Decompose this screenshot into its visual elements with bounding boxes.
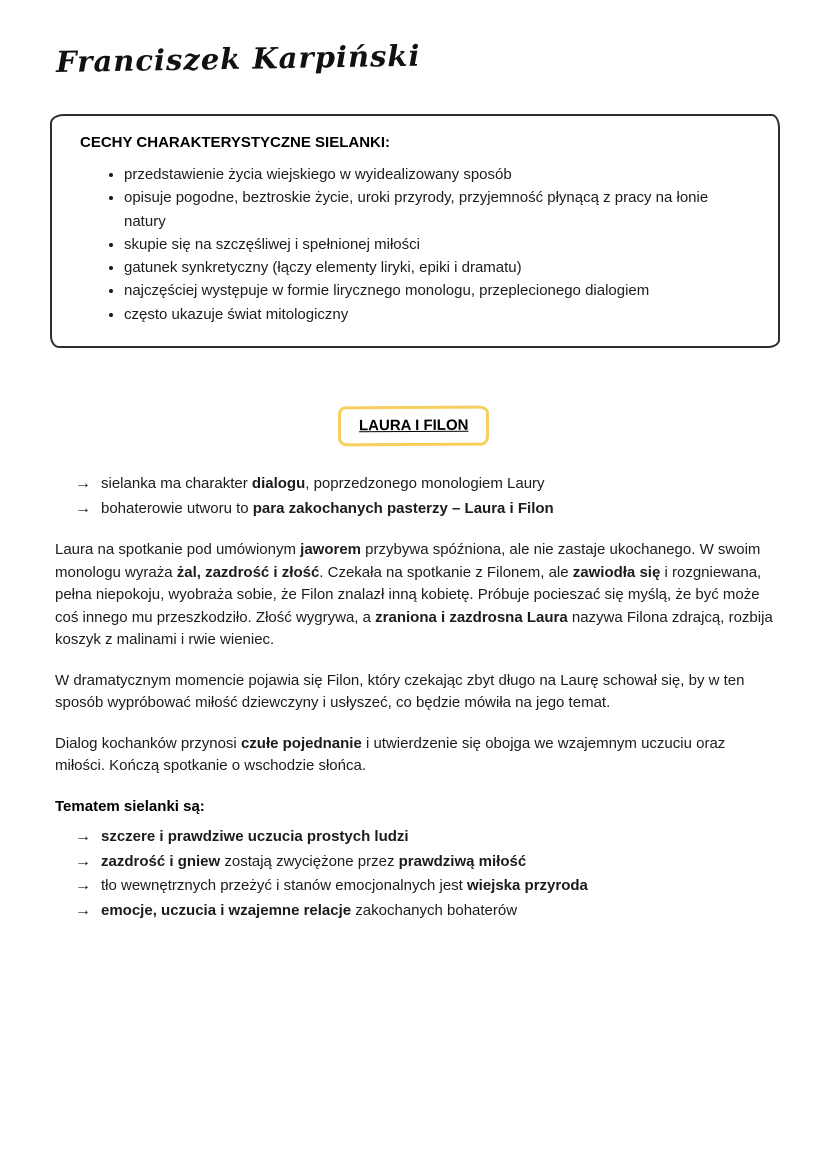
arrow-icon: → <box>75 827 91 845</box>
themes-list <box>75 825 828 924</box>
themes-heading: Tematem sielanki są: <box>55 797 205 815</box>
list-item-text: bohaterowie utworu to para zakochanych pasterzy – Laura i Filon <box>101 499 554 517</box>
author-handwritten-title: Franciszek Karpiński <box>55 38 421 80</box>
arrow-icon: → <box>75 499 91 517</box>
feature-item: • opisuje pogodne, beztroskie życie, uroki przyrody, przyjemność płynącą z pracy na łonie natury <box>124 186 750 233</box>
arrow-icon: → <box>75 852 91 870</box>
list-item-text: emocje, uczucia i wzajemne relacje zakochanych bohaterów <box>101 902 518 920</box>
list-item-text: sielanka ma charakter dialogu, poprzedzonego monologiem Laury <box>101 474 545 492</box>
list-item-text: tło wewnętrznych przeżyć i stanów emocjonalnych jest wiejska przyroda <box>101 877 588 895</box>
list-item <box>75 497 828 522</box>
feature-item: • skupie się na szczęśliwej i spełnionej miłości <box>124 233 750 256</box>
features-list <box>80 163 750 326</box>
section-title-wrap <box>0 406 828 446</box>
arrow-icon: → <box>75 877 91 895</box>
intro-points-list <box>75 472 828 522</box>
list-item <box>75 899 828 924</box>
paragraph: W dramatycznym momencie pojawia się Filon, który czekając zbyt długo na Laurę schował się, by w ten sposób wypróbować miłość dziewczyny i usłyszeć, co będzie mówiła na jego temat. <box>55 671 745 712</box>
list-item-text: zazdrość i gniew zostają zwyciężone przez prawdziwą miłość <box>101 852 527 870</box>
feature-item: • najczęściej występuje w formie lirycznego monologu, przeplecionego dialogiem <box>124 279 750 302</box>
section-title: LAURA I FILON <box>359 416 469 435</box>
paragraph: Laura na spotkanie pod umówionym jaworem przybywa spóźniona, ale nie zastaje ukochanego. W swoim monologu wyraża żal, zazdrość i złość. Czekała na spotkanie z Filonem, ale zawiodła się i rozgniewana, pełna niepokoju, wyobraża sobie, że Filon znalazł inną kobietę. Próbuje pocieszać się myślą, że być może coś innego mu przeszkodziło. Złość wygrywa, a zraniona i zazdrosna Laura nazywa Filona zdrajcą, rozbija koszyk z malinami i rwie wieniec. <box>55 541 773 649</box>
features-heading: CECHY CHARAKTERYSTYCZNE SIELANKI: <box>80 134 391 151</box>
list-item <box>75 825 828 850</box>
feature-item: • często ukazuje świat mitologiczny <box>124 303 750 326</box>
arrow-icon: → <box>75 474 91 492</box>
section-title-box <box>338 405 490 446</box>
features-box <box>50 114 780 348</box>
list-item <box>75 874 828 899</box>
list-item-text: szczere i prawdziwe uczucia prostych ludzi <box>101 827 409 845</box>
arrow-icon: → <box>75 902 91 920</box>
list-item <box>75 850 828 875</box>
feature-item: • gatunek synkretyczny (łączy elementy liryki, epiki i dramatu) <box>124 256 750 279</box>
feature-item: • przedstawienie życia wiejskiego w wyidealizowany sposób <box>124 163 750 186</box>
list-item <box>75 472 828 497</box>
paragraph: Dialog kochanków przynosi czułe pojednanie i utwierdzenie się obojga we wzajemnym uczuciu oraz miłości. Kończą spotkanie o wschodzie słońca. <box>55 734 726 775</box>
